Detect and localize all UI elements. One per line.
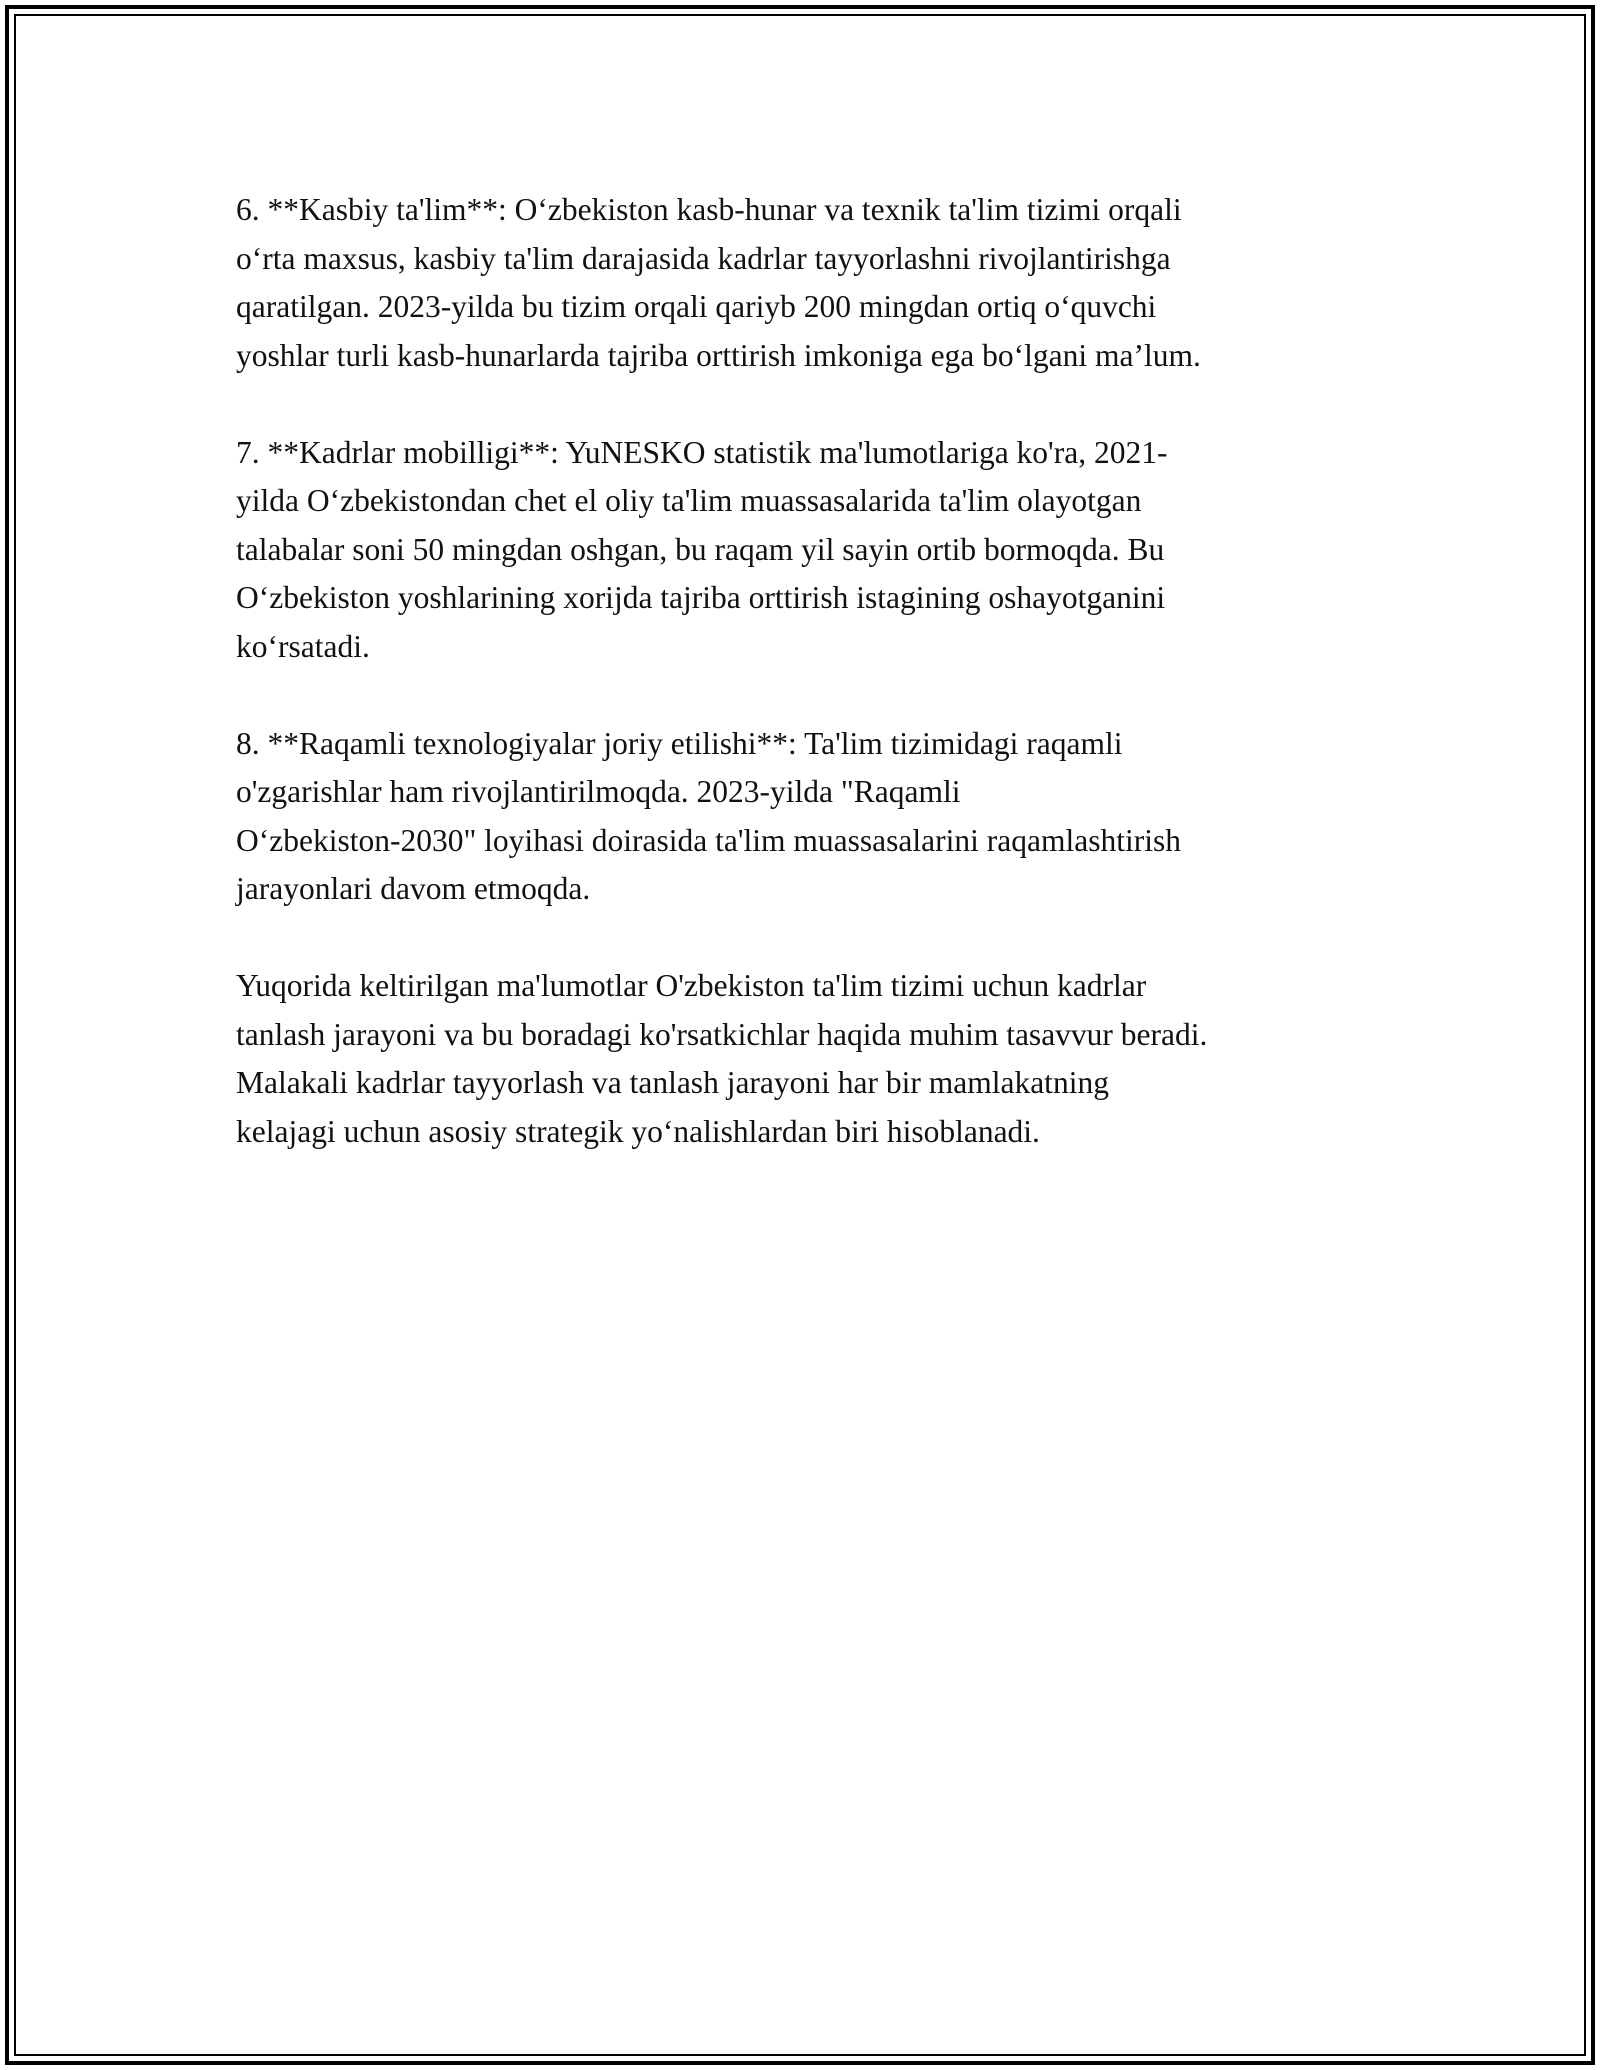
- text-line: talabalar soni 50 mingdan oshgan, bu raqam yil sayin ortib bormoqda. Bu: [236, 531, 1165, 567]
- text-line: yoshlar turli kasb-hunarlarda tajriba orttirish imkoniga ega bo‘lgani ma’lum.: [236, 337, 1201, 373]
- text-line: 7. **Kadrlar mobilligi**: YuNESKO statistik ma'lumotlariga ko'ra, 2021-: [236, 434, 1168, 470]
- text-line: Yuqorida keltirilgan ma'lumotlar O'zbekiston ta'lim tizimi uchun kadrlar: [236, 968, 1147, 1003]
- text-line: qaratilgan. 2023-yilda bu tizim orqali qariyb 200 mingdan ortiq o‘quvchi: [236, 289, 1157, 324]
- text-line: yilda O‘zbekistondan chet el oliy ta'lim muassasalarida ta'lim olayotgan: [236, 483, 1142, 518]
- text-line: o'zgarishlar ham rivojlantirilmoqda. 2023-yilda "Raqamli: [236, 774, 961, 809]
- text-line: jarayonlari davom etmoqda.: [236, 871, 591, 906]
- text-line: tanlash jarayoni va bu boradagi ko'rsatkichlar haqida muhim tasavvur beradi.: [236, 1016, 1208, 1052]
- text-line: 8. **Raqamli texnologiyalar joriy etilishi**: Ta'lim tizimidagi raqamli: [236, 725, 1123, 761]
- paragraph-conclusion: [236, 962, 1416, 1156]
- document-body: [236, 186, 1416, 1205]
- text-line: o‘rta maxsus, kasbiy ta'lim darajasida kadrlar tayyorlashni rivojlantirishga: [236, 240, 1171, 276]
- text-line: kelajagi uchun asosiy strategik yo‘nalishlardan biri hisoblanadi.: [236, 1113, 1040, 1149]
- text-line: 6. **Kasbiy ta'lim**: O‘zbekiston kasb-hunar va texnik ta'lim tizimi orqali: [236, 192, 1182, 227]
- paragraph-kadrlar-mobilligi: [236, 429, 1416, 672]
- text-line: O‘zbekiston yoshlarining xorijda tajriba orttirish istagining oshayotganini: [236, 580, 1166, 615]
- paragraph-kasbiy-talim: [236, 186, 1416, 380]
- text-line: O‘zbekiston-2030" loyihasi doirasida ta'lim muassasalarini raqamlashtirish: [236, 822, 1181, 858]
- paragraph-raqamli-texnologiyalar: [236, 720, 1416, 914]
- text-line: ko‘rsatadi.: [236, 628, 370, 664]
- text-line: Malakali kadrlar tayyorlash va tanlash jarayoni har bir mamlakatning: [236, 1065, 1109, 1100]
